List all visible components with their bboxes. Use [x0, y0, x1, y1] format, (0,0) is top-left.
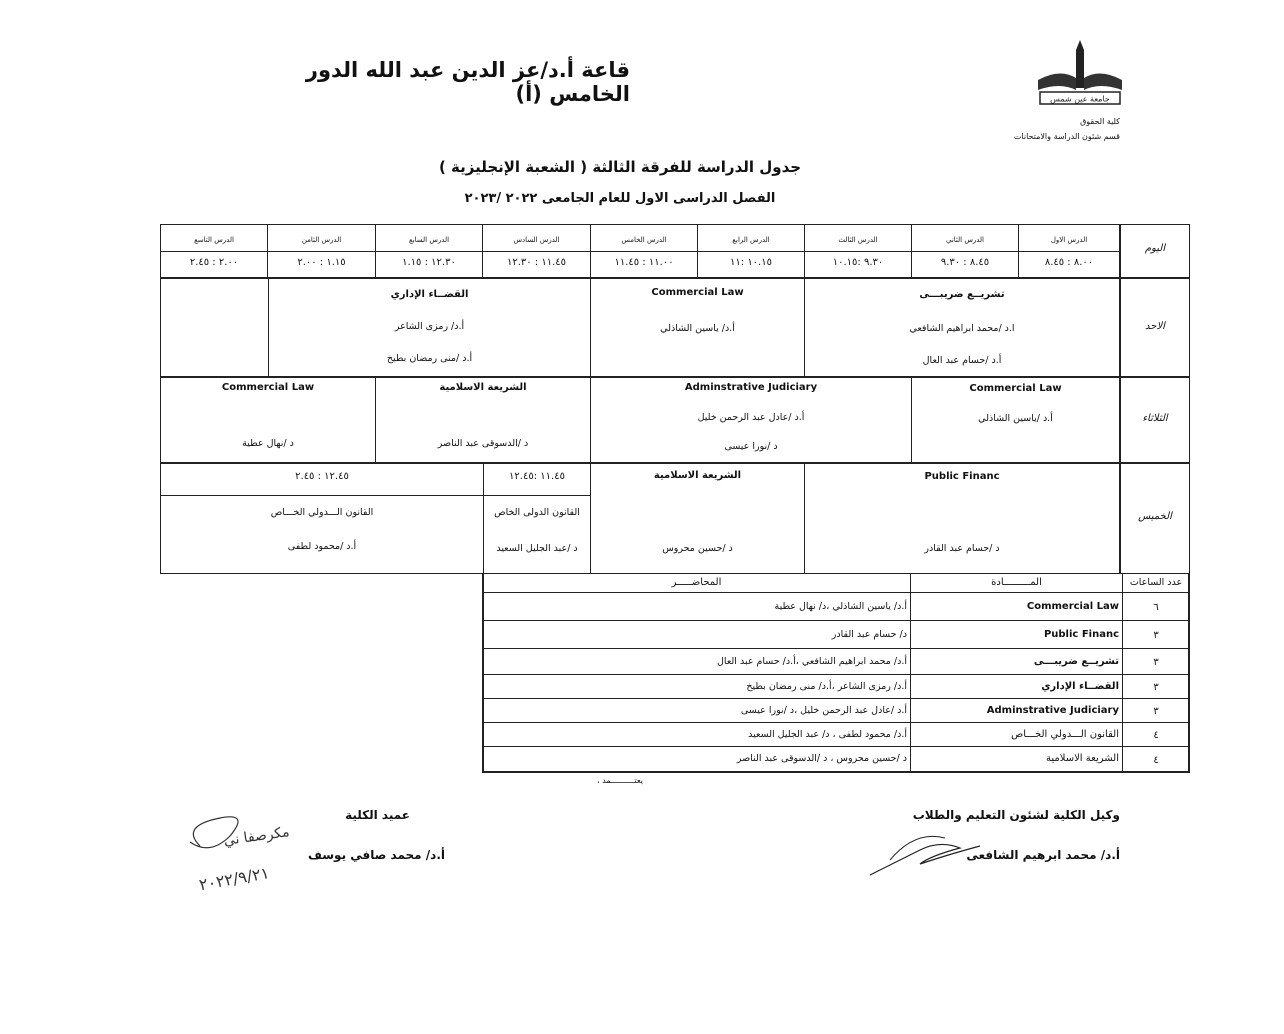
- tuesday-block-1-prof1: أ.د /ياسين الشاذلي: [978, 413, 1053, 424]
- sunday-block-1-prof2: أ.د /حسام عبد العال: [922, 355, 1002, 366]
- period-8-label: الدرس الثامن: [301, 236, 342, 244]
- period-9-label: الدرس التاسع: [194, 236, 234, 244]
- vice-dean-title: وكيل الكلية لشئون التعليم والطلاب: [912, 808, 1120, 822]
- summary-row-1-lecturer: أ.د/ ياسين الشاذلي ،د/ نهال عطية: [774, 601, 907, 612]
- summary-row-2-hours: ٣: [1153, 630, 1159, 641]
- thursday-block-3-prof1: د /عبد الجليل السعيد: [496, 543, 578, 554]
- tuesday-block-3-subject: الشريعة الاسلامية: [439, 382, 527, 393]
- svg-text:جامعة عين شمس: جامعة عين شمس: [1050, 94, 1110, 104]
- tuesday-block-1-subject: Commercial Law: [969, 383, 1062, 394]
- sunday-block-3-prof1: أ.د/ رمزى الشاعر: [394, 321, 465, 332]
- timetable-grid: [160, 224, 1190, 574]
- sunday-block-3-subject: القضــاء الإداري: [390, 289, 469, 300]
- summary-header-hours: عدد الساعات: [1129, 577, 1183, 588]
- summary-row-6-lecturer: أ.د/ محمود لطفى ، د/ عبد الجليل السعيد: [748, 729, 907, 740]
- handwritten-note: [140, 806, 300, 896]
- thursday-block-4-time: ١٢.٤٥ : ٢.٤٥: [295, 471, 349, 482]
- period-6-time: ١١.٤٥ : ١٢.٣٠: [506, 257, 567, 268]
- thursday-block-3-subject: القانون الدولى الخاص: [494, 507, 580, 518]
- period-2-label: الدرس الثاني: [945, 236, 984, 244]
- dean-name: أ.د/ محمد صافي يوسف: [307, 848, 445, 862]
- semester-title: الفصل الدراسى الاول للعام الجامعى ٢٠٢٢ /٢٠٢٣: [464, 191, 776, 206]
- thursday-block-4-subject: القانون الـــدولي الخـــاص: [270, 507, 374, 518]
- tuesday-block-3-prof1: د /الدسوقى عبد الناصر: [437, 438, 529, 449]
- vice-dean-signature: [860, 820, 1000, 880]
- summary-row-5-lecturer: أ.د /عادل عبد الرحمن خليل ،د /نورا عيسى: [740, 705, 907, 716]
- day-tuesday: الثلاثاء: [1142, 413, 1168, 424]
- summary-row-1-hours: ٦: [1153, 602, 1159, 613]
- university-logo: [1030, 38, 1130, 110]
- day-sunday: الاحد: [1145, 321, 1165, 332]
- faculty-info: [1010, 114, 1120, 144]
- summary-row-3-subject: تشريــع ضريبـــى: [1033, 656, 1119, 667]
- sunday-block-2-subject: Commercial Law: [651, 287, 744, 298]
- thursday-block-2-prof1: د /حسين محروس: [662, 543, 733, 554]
- day-column-header: اليوم: [1144, 243, 1166, 254]
- svg-text:مكرصفا ني: مكرصفا ني: [222, 824, 291, 850]
- period-7-time: ١٢.٣٠ : ١.١٥: [402, 257, 456, 268]
- tuesday-block-4-subject: Commercial Law: [221, 382, 315, 393]
- thursday-block-1-subject: Public Financ: [924, 471, 1000, 482]
- sunday-block-1-prof1: ا.د /محمد ابراهيم الشافعي: [909, 323, 1015, 334]
- thursday-block-1-prof1: د /حسام عبد القادر: [924, 543, 1000, 554]
- summary-row-5-subject: Adminstrative Judiciary: [986, 705, 1119, 716]
- department-name: قسم شئون الدراسة والامتحانات: [1013, 132, 1120, 142]
- summary-row-6-hours: ٤: [1153, 730, 1159, 741]
- period-1-label: الدرس الاول: [1050, 236, 1088, 244]
- summary-row-3-hours: ٣: [1153, 657, 1159, 668]
- period-3-label: الدرس الثالث: [838, 236, 878, 244]
- period-5-time: ١١.٠٠ : ١١.٤٥: [614, 257, 674, 268]
- period-8-time: ١.١٥ : ٢.٠٠: [297, 257, 346, 268]
- sunday-block-3-prof2: أ.د /منى رمضان بطيخ: [386, 353, 473, 364]
- period-4-time: ١٠.١٥ :١١: [730, 257, 772, 268]
- summary-row-2-subject: Public Financ: [1043, 629, 1119, 640]
- tuesday-block-2-prof1: أ.د /عادل عبد الرحمن خليل: [697, 412, 805, 423]
- tuesday-block-2-prof2: د /نورا عيسى: [724, 441, 778, 452]
- tuesday-block-4-prof1: د /نهال عطية: [242, 438, 294, 449]
- summary-row-4-lecturer: أ.د/ رمزى الشاعر ،أ.د/ منى رمضان بطيخ: [746, 681, 907, 692]
- period-3-time: ٩.٣٠ :١٠.١٥: [832, 257, 884, 268]
- summary-header-subject: المـــــــــادة: [991, 577, 1042, 588]
- vice-dean-name: أ.د/ محمد ابرهيم الشافعى: [966, 848, 1120, 862]
- schedule-title: جدول الدراسة للفرقة الثالثة ( الشعبة الإنجليزية ): [438, 158, 802, 176]
- approval-note: يعتــــــــــمد ،: [597, 776, 643, 785]
- summary-header-lecturer: المحاضـــــر: [671, 577, 722, 588]
- summary-row-1-subject: Commercial Law: [1026, 601, 1119, 612]
- summary-row-5-hours: ٣: [1153, 706, 1159, 717]
- summary-row-3-lecturer: أ.د/ محمد ابراهيم الشافعي ،أ.د/ حسام عبد العال: [717, 656, 907, 667]
- day-thursday: الخميس: [1138, 511, 1172, 522]
- period-9-time: ٢.٠٠ : ٢.٤٥: [189, 257, 239, 268]
- period-2-time: ٨.٤٥ : ٩.٣٠: [940, 257, 990, 268]
- tuesday-block-2-subject: Adminstrative Judiciary: [684, 382, 818, 393]
- svg-text:٢٠٢٢/٩/٢١: ٢٠٢٢/٩/٢١: [197, 863, 271, 895]
- period-4-label: الدرس الرابع: [732, 236, 770, 244]
- hall-title: قاعة أ.د/عز الدين عبد الله الدور الخامس (أ): [305, 58, 630, 106]
- sunday-block-1-subject: تشريــع ضريبـــى: [919, 289, 1005, 300]
- dean-title: عميد الكلية: [345, 808, 410, 822]
- thursday-block-4-prof1: أ.د /محمود لطفى: [287, 541, 357, 552]
- summary-row-4-hours: ٣: [1153, 682, 1159, 693]
- sunday-block-2-prof1: أ.د/ ياسين الشاذلي: [660, 323, 735, 334]
- summary-row-7-lecturer: د /حسين محروس ، د /الدسوقى عبد الناصر: [736, 753, 907, 764]
- summary-row-6-subject: القانون الـــدولي الخـــاص: [1011, 729, 1119, 740]
- period-5-label: الدرس الخامس: [621, 236, 667, 244]
- summary-row-4-subject: القضــاء الإداري: [1041, 681, 1119, 692]
- thursday-block-3-time: ١١.٤٥ :١٢.٤٥: [509, 471, 565, 482]
- period-1-time: ٨.٠٠ : ٨.٤٥: [1044, 257, 1094, 268]
- summary-table: [482, 574, 1190, 772]
- summary-row-2-lecturer: د/ حسام عبد القادر: [831, 629, 907, 640]
- period-7-label: الدرس السابع: [408, 236, 450, 244]
- period-6-label: الدرس السادس: [513, 236, 560, 244]
- summary-row-7-hours: ٤: [1153, 755, 1159, 766]
- summary-row-7-subject: الشريعة الاسلامية: [1046, 753, 1119, 764]
- faculty-name: كلية الحقوق: [1080, 117, 1120, 126]
- thursday-block-2-subject: الشريعة الاسلامية: [653, 470, 742, 481]
